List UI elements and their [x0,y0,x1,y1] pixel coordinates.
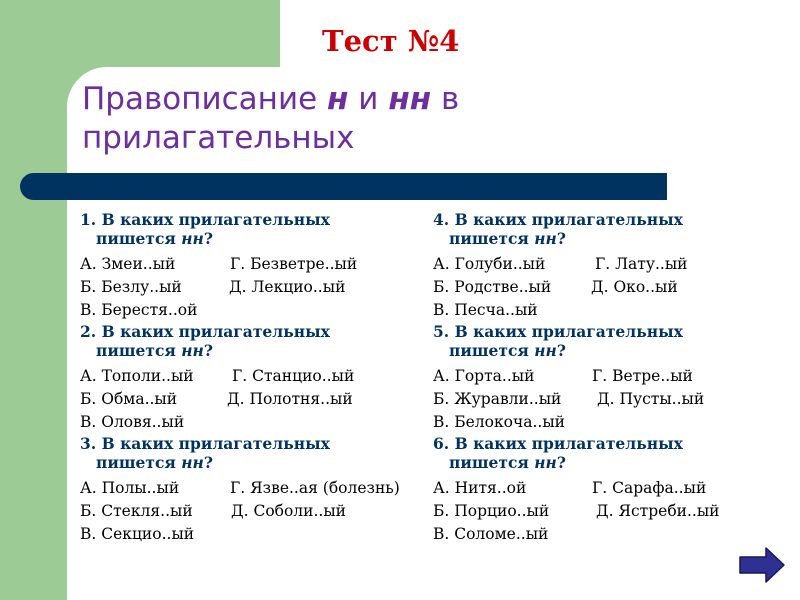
question-block [433,322,778,434]
answer-row [80,276,420,299]
question-block [433,434,778,546]
answer-option[interactable]: А. Полы..ый [80,479,180,497]
answer-row [433,411,778,434]
answer-row [433,299,778,322]
question-heading: 5. В каких прилагательных пишется нн? [433,322,683,360]
answer-option[interactable]: А. Нитя..ой [433,479,527,497]
answer-row [80,299,420,322]
question-block [80,210,420,322]
answer-option[interactable]: Г. Лату..ый [595,255,688,273]
answer-option[interactable]: А. Горта..ый [433,367,535,385]
slide-title [82,80,459,158]
answer-option[interactable]: А. Змеи..ый [80,255,176,273]
answer-row [80,523,420,546]
answer-row [433,365,778,388]
question-block [80,322,420,434]
answer-option[interactable]: В. Белокоча..ый [433,413,566,431]
test-number-title: Тест №4 [322,24,460,58]
answer-row [433,477,778,500]
answer-option[interactable]: Г. Ветре..ый [592,367,693,385]
question-heading: 1. В каких прилагательных пишется нн? [80,210,330,248]
slide-title-line-1: Правописание н и нн в [82,81,460,117]
answer-row [80,411,420,434]
answer-row [80,365,420,388]
answer-option[interactable]: Б. Стекля..ый [80,502,193,520]
answer-option[interactable]: Д. Полотня..ый [227,390,353,408]
slide-title-line-2: прилагательных [82,120,355,156]
answer-row [80,500,420,523]
questions-left-column [80,210,420,546]
answer-row [80,253,420,276]
answer-option[interactable]: Б. Безлу..ый [80,278,182,296]
right-arrow-icon [738,546,786,584]
answer-option[interactable]: В. Песча..ый [433,301,538,319]
answer-option[interactable]: Г. Язве..ая (болезнь) [230,479,400,497]
answer-row [80,477,420,500]
answer-option[interactable]: Г. Станцио..ый [232,367,355,385]
answer-option[interactable]: Б. Порцио..ый [433,502,550,520]
question-heading: 3. В каких прилагательных пишется нн? [80,434,330,472]
answer-row [433,276,778,299]
answer-row [433,253,778,276]
answer-row [433,523,778,546]
answer-row [433,500,778,523]
answer-option[interactable]: Г. Безветре..ый [230,255,358,273]
question-heading: 2. В каких прилагательных пишется нн? [80,322,330,360]
answer-option[interactable]: Б. Обма..ый [80,390,178,408]
answer-option[interactable]: В. Оловя..ый [80,413,185,431]
question-block [433,210,778,322]
title-underline-bar [20,173,667,200]
answer-option[interactable]: Б. Журавли..ый [433,390,562,408]
answer-option[interactable]: В. Соломе..ый [433,525,549,543]
answer-row [433,388,778,411]
answer-option[interactable]: Д. Пусты..ый [597,390,705,408]
answer-option[interactable]: Д. Око..ый [591,278,678,296]
answer-option[interactable]: А. Голуби..ый [433,255,546,273]
question-heading: 4. В каких прилагательных пишется нн? [433,210,683,248]
next-slide-button[interactable] [738,546,786,584]
answer-option[interactable]: В. Берестя..ой [80,301,198,319]
answer-option[interactable]: А. Тополи..ый [80,367,194,385]
answer-row [80,388,420,411]
answer-option[interactable]: Б. Родстве..ый [433,278,552,296]
question-heading: 6. В каких прилагательных пишется нн? [433,434,683,472]
questions-right-column [433,210,778,546]
question-block [80,434,420,546]
answer-option[interactable]: В. Секцио..ый [80,525,195,543]
answer-option[interactable]: Д. Ястреби..ый [596,502,720,520]
answer-option[interactable]: Д. Соболи..ый [231,502,347,520]
answer-option[interactable]: Д. Лекцио..ый [229,278,346,296]
answer-option[interactable]: Г. Сарафа..ый [592,479,707,497]
